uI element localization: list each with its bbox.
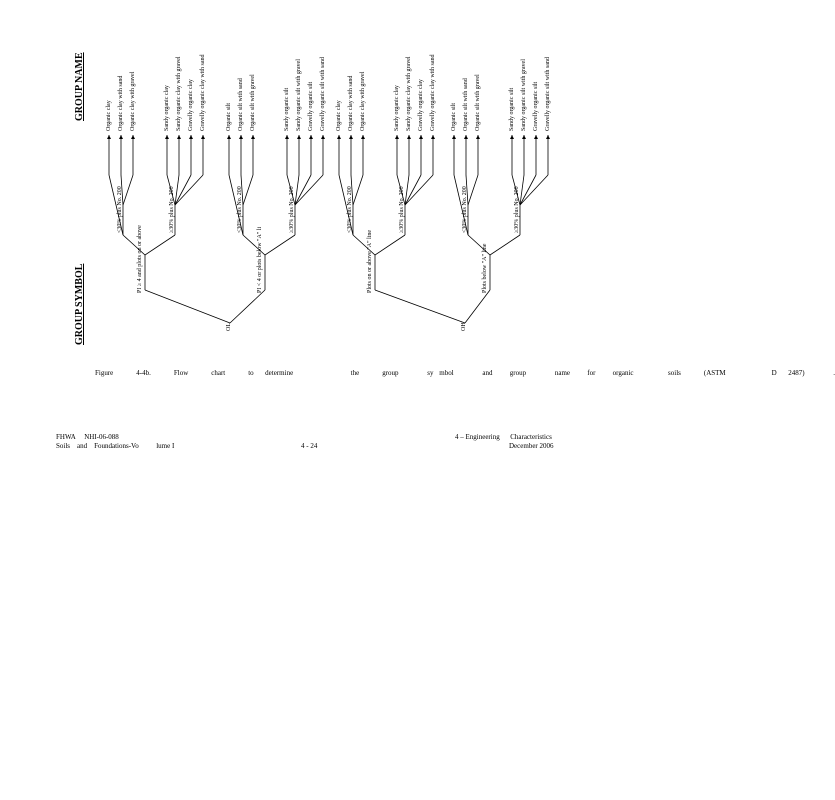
leaf-arrow xyxy=(476,135,480,139)
branch-line xyxy=(230,290,265,323)
group-name-leaf: Sandy organic silt xyxy=(509,87,515,131)
branch-condition: PI ≥ 4 and plots on or above xyxy=(137,225,143,293)
group-name-leaf: Organic clay with gravel xyxy=(130,71,136,131)
group-name-leaf: Sandy organic clay xyxy=(394,85,400,131)
branch-line xyxy=(375,290,465,323)
sand-condition: ≥30% plus No. 200 xyxy=(289,186,295,233)
leaf-arrow xyxy=(431,135,435,139)
group-name-leaf: Organic silt xyxy=(451,102,457,131)
leaf-arrow xyxy=(251,135,255,139)
branch-condition: Plots below "A" line xyxy=(482,243,488,293)
sand-split-line xyxy=(490,235,520,255)
figure-caption: Figure 4-4b. Flow chart to determine the group sy mbol and group name for organic soils (ASTM D 2487) . xyxy=(95,369,835,377)
leaf-arrow xyxy=(227,135,231,139)
branch-line xyxy=(465,290,490,323)
sand-split-line xyxy=(375,235,405,255)
group-name-leaf: Organic silt with sand xyxy=(463,78,469,131)
sand-condition: <30% plus No. 200 xyxy=(462,186,468,233)
group-name-leaf: Sandy organic clay xyxy=(164,85,170,131)
sand-condition: <30% plus No. 200 xyxy=(117,186,123,233)
leaf-arrow xyxy=(239,135,243,139)
leaf-arrow xyxy=(107,135,111,139)
footer-doc-title: Soils and Foundations-Vo lume I xyxy=(56,442,175,450)
group-name-leaf: Gravelly organic silt with sand xyxy=(320,57,326,131)
sand-condition: ≥30% plus No. 200 xyxy=(399,186,405,233)
group-name-leaf: Organic silt with gravel xyxy=(250,74,256,131)
leaf-arrow xyxy=(407,135,411,139)
group-name-leaf: Gravelly organic silt with sand xyxy=(545,57,551,131)
group-name-leaf: Sandy organic silt with gravel xyxy=(296,59,302,131)
sand-condition: ≥30% plus No. 200 xyxy=(514,186,520,233)
leaf-arrow xyxy=(452,135,456,139)
branch-condition: PI < 4 or plots below "A" li xyxy=(257,226,263,293)
leaf-arrow xyxy=(285,135,289,139)
leaf-arrow xyxy=(534,135,538,139)
footer-chapter: 4 – Engineering Characteristics xyxy=(455,433,552,441)
group-name-leaf: Sandy organic clay with gravel xyxy=(176,56,182,131)
group-name-leaf: Gravelly organic clay with sand xyxy=(200,54,206,131)
group-symbol-header: GROUP SYMBOL xyxy=(74,263,85,345)
group-name-leaf: Organic clay with sand xyxy=(118,75,124,131)
leaf-line xyxy=(353,175,363,205)
group-name-leaf: Organic clay with gravel xyxy=(360,71,366,131)
leaf-line xyxy=(123,175,133,205)
leaf-arrow xyxy=(419,135,423,139)
sand-condition: <30% plus No. 200 xyxy=(237,186,243,233)
footer-date: December 2006 xyxy=(509,442,554,450)
group-name-leaf: Organic silt with gravel xyxy=(475,74,481,131)
branch-line xyxy=(145,290,230,323)
leaf-arrow xyxy=(131,135,135,139)
leaf-arrow xyxy=(321,135,325,139)
leaf-arrow xyxy=(395,135,399,139)
leaf-arrow xyxy=(546,135,550,139)
group-name-leaf: Organic clay with sand xyxy=(348,75,354,131)
leaf-arrow xyxy=(119,135,123,139)
footer-page-number: 4 - 24 xyxy=(301,442,318,450)
leaf-arrow xyxy=(522,135,526,139)
leaf-arrow xyxy=(297,135,301,139)
leaf-arrow xyxy=(361,135,365,139)
group-name-leaf: Sandy organic silt xyxy=(284,87,290,131)
footer-doc-id: FHWA NHI-06-088 xyxy=(56,433,119,441)
group-name-leaf: Sandy organic clay with gravel xyxy=(406,56,412,131)
leaf-line xyxy=(468,175,478,205)
flow-chart xyxy=(70,52,570,345)
leaf-arrow xyxy=(349,135,353,139)
group-name-leaf: Organic silt xyxy=(226,102,232,131)
leaf-arrow xyxy=(337,135,341,139)
leaf-arrow xyxy=(510,135,514,139)
branch-condition: Plots on or above "A" line xyxy=(367,229,373,293)
leaf-arrow xyxy=(464,135,468,139)
group-name-leaf: Organic clay xyxy=(336,100,342,131)
leaf-arrow xyxy=(189,135,193,139)
group-name-leaf: Gravelly organic clay xyxy=(418,79,424,131)
sand-condition: <30% plus No. 200 xyxy=(347,186,353,233)
group-name-leaf: Organic clay xyxy=(106,100,112,131)
leaf-arrow xyxy=(309,135,313,139)
group-name-leaf: Gravelly organic silt xyxy=(308,81,314,131)
group-name-leaf: Gravelly organic clay xyxy=(188,79,194,131)
root-symbol-oh: OH xyxy=(461,322,467,331)
sand-split-line xyxy=(265,235,295,255)
leaf-line xyxy=(243,175,253,205)
leaf-arrow xyxy=(201,135,205,139)
group-name-header: GROUP NAME xyxy=(74,52,85,121)
group-name-leaf: Organic silt with sand xyxy=(238,78,244,131)
sand-split-line xyxy=(145,235,175,255)
sand-condition: ≥30% plus No. 200 xyxy=(169,186,175,233)
group-name-leaf: Gravelly organic clay with sand xyxy=(430,54,436,131)
leaf-arrow xyxy=(177,135,181,139)
group-name-leaf: Sandy organic silt with gravel xyxy=(521,59,527,131)
root-symbol-ol: OL xyxy=(226,323,232,331)
leaf-arrow xyxy=(165,135,169,139)
group-name-leaf: Gravelly organic silt xyxy=(533,81,539,131)
